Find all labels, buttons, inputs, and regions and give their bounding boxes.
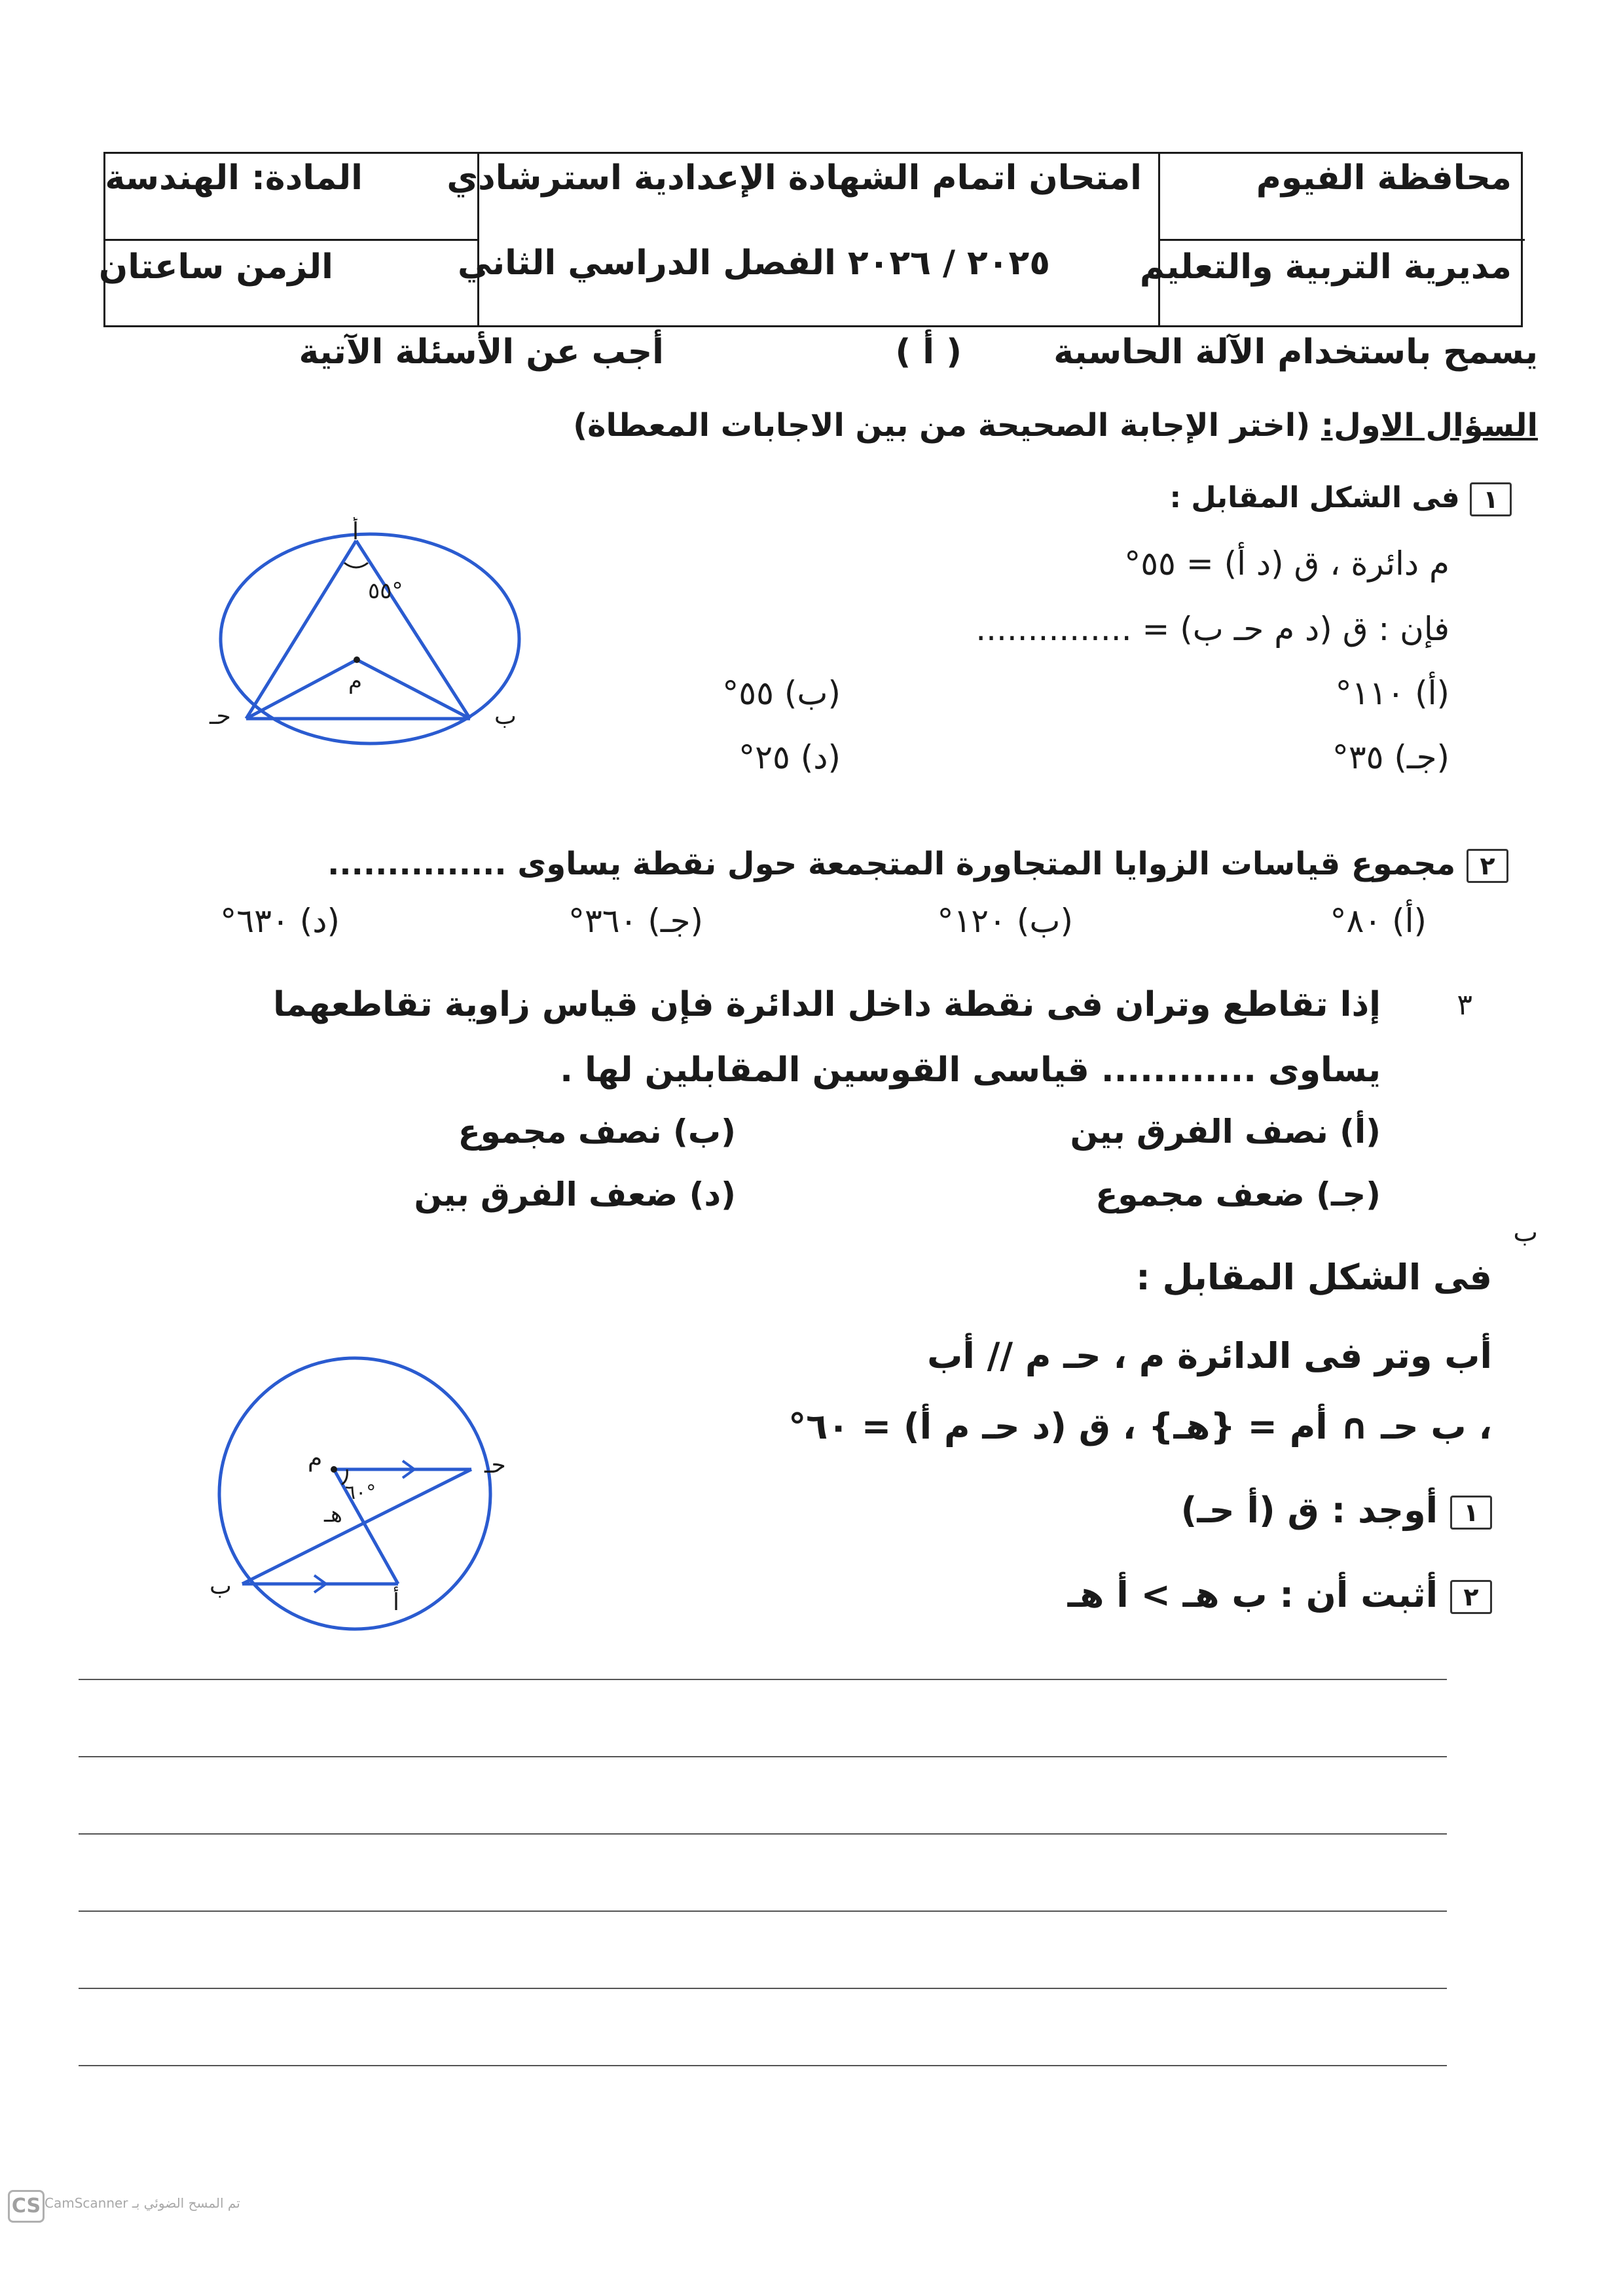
figure2-label-h: هـ bbox=[324, 1501, 342, 1528]
answer-line[interactable] bbox=[79, 1988, 1447, 1989]
answer-all-note: أجب عن الأسئلة الآتية bbox=[299, 332, 664, 372]
item3-choice-d: (د) ضعف الفرق بين bbox=[414, 1175, 736, 1213]
figure2-center-point bbox=[331, 1466, 337, 1473]
item1-choice-b: (ب) ٥٥° bbox=[722, 674, 841, 712]
figure1-center-point bbox=[354, 656, 360, 663]
figure1-chord bbox=[356, 541, 470, 719]
item2-number: ٢ bbox=[1467, 849, 1508, 883]
item3-stem-line1: إذا تقاطع وتران فى نقطة داخل الدائرة فإن قياس زاوية تقاطعهما bbox=[273, 985, 1381, 1024]
question1-prompt: (اختر الإجابة الصحيحة من بين الاجابات المعطاة) bbox=[573, 407, 1311, 444]
part-b-title: فى الشكل المقابل : bbox=[1136, 1257, 1492, 1298]
item2-choice-c: (جـ) ٣٦٠° bbox=[568, 902, 703, 940]
duration: الزمن ساعتان bbox=[98, 247, 333, 287]
exam-title: امتحان اتمام الشهادة الإعدادية استرشادي bbox=[447, 158, 1142, 198]
item2-stem-text: مجموع قياسات الزوايا المتجاورة المتجمعة حول نقطة يساوى ............... bbox=[327, 846, 1456, 882]
model-label: ( أ ) bbox=[895, 332, 962, 372]
directorate: مديرية التربية والتعليم bbox=[1139, 247, 1512, 287]
item2-choice-a: (أ) ٨٠° bbox=[1330, 902, 1427, 940]
answer-line[interactable] bbox=[79, 1910, 1447, 1912]
calculator-note: يسمح باستخدام الآلة الحاسبة bbox=[1053, 332, 1538, 372]
item3-stem-line2: يساوى ............ قياسى القوسين المقابلين لها . bbox=[560, 1050, 1381, 1090]
answer-line[interactable] bbox=[79, 2065, 1447, 2066]
part-b-task1-text: أوجد : ق (أ حـ) bbox=[1180, 1490, 1438, 1531]
figure1-label-b: ب bbox=[494, 703, 517, 730]
question1-label: السؤال الاول: bbox=[1321, 407, 1538, 444]
item2-choice-b: (ب) ١٢٠° bbox=[937, 902, 1073, 940]
item1-choice-d: (د) ٢٥° bbox=[739, 738, 841, 776]
governorate: محافظة الفيوم bbox=[1256, 158, 1512, 198]
figure1-label-a: أ bbox=[352, 518, 359, 545]
question1-heading bbox=[573, 407, 1538, 444]
answer-line[interactable] bbox=[79, 1756, 1447, 1757]
year-term: ٢٠٢٥ / ٢٠٢٦ الفصل الدراسي الثاني bbox=[458, 243, 1050, 283]
figure2-label-a: أ bbox=[393, 1589, 400, 1616]
item2-choice-d: (د) ٦٣٠° bbox=[220, 902, 340, 940]
figure2-circle-diagram bbox=[183, 1342, 550, 1649]
part-b-line2: ، ب حـ ∩ أم = {هـ} ، ق (د حـ م أ) = ٦٠° bbox=[788, 1406, 1492, 1447]
figure1-label-m: م bbox=[348, 668, 363, 694]
figure1-circle bbox=[221, 534, 519, 744]
item1-choice-c: (جـ) ٣٥° bbox=[1332, 738, 1450, 776]
figure1-angle-label: ٥٥° bbox=[368, 578, 403, 604]
figure1-label-c: حـ bbox=[210, 703, 231, 730]
figure2-label-c: حـ bbox=[484, 1452, 506, 1479]
part-b-label: ب bbox=[1513, 1217, 1538, 1247]
item2-stem bbox=[327, 846, 1508, 883]
answer-line[interactable] bbox=[79, 1833, 1447, 1835]
item3-choice-a: (أ) نصف الفرق بين bbox=[1070, 1113, 1381, 1151]
camscanner-text: تم المسح الضوئي بـ CamScanner bbox=[45, 2195, 240, 2211]
item3-choice-c: (جـ) ضعف مجموع bbox=[1095, 1175, 1381, 1213]
part-b-line1: أب وتر فى الدائرة م ، حـ م // أب bbox=[927, 1335, 1492, 1376]
part-b-task1 bbox=[1181, 1490, 1492, 1531]
part-b-task1-number: ١ bbox=[1450, 1496, 1492, 1530]
item1-ask: فإن : ق (د م حـ ب) = ............... bbox=[976, 610, 1450, 648]
part-b-task2-number: ٢ bbox=[1450, 1580, 1492, 1614]
part-b-task2-text: أثبت أن : ب هـ > أ هـ bbox=[1067, 1574, 1438, 1615]
item1-given: م دائرة ، ق (د أ) = ٥٥° bbox=[1124, 545, 1450, 583]
figure2-label-b: ب bbox=[210, 1573, 232, 1600]
item1-number: ١ bbox=[1470, 482, 1512, 516]
item3-choice-b: (ب) نصف مجموع bbox=[458, 1113, 736, 1151]
camscanner-logo: CS bbox=[8, 2190, 45, 2223]
figure2-label-m: م bbox=[308, 1445, 323, 1472]
item1-choice-a: (أ) ١١٠° bbox=[1335, 674, 1450, 712]
subject: المادة: الهندسة bbox=[105, 158, 363, 198]
part-b-task2 bbox=[1068, 1574, 1492, 1615]
item1-stem-text: فى الشكل المقابل : bbox=[1169, 481, 1460, 514]
figure1-circle-diagram bbox=[196, 517, 537, 746]
item3-number: ٣ bbox=[1457, 988, 1472, 1022]
header-divider bbox=[1158, 239, 1525, 241]
figure2-angle-label: ٦٠° bbox=[345, 1481, 376, 1504]
answer-line[interactable] bbox=[79, 1679, 1447, 1680]
figure1-angle-arc bbox=[344, 563, 368, 567]
item1-stem bbox=[1169, 481, 1512, 516]
header-divider bbox=[105, 239, 477, 241]
